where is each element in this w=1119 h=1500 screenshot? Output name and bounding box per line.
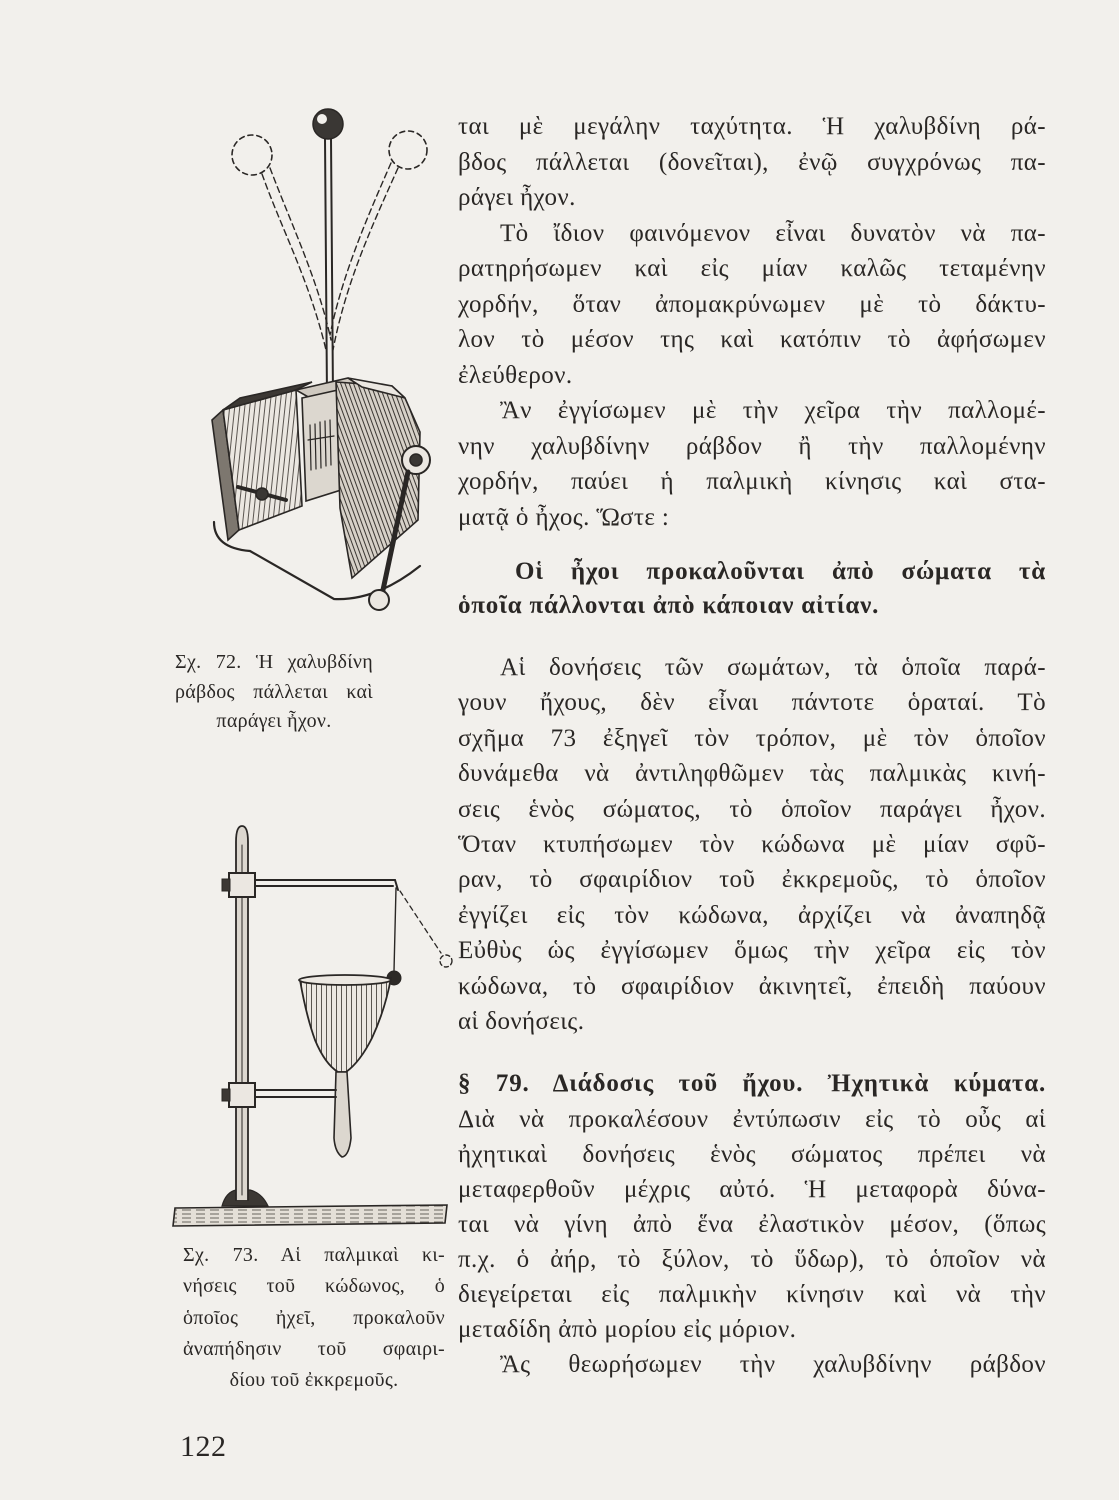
pendulum-string-displaced xyxy=(400,891,441,953)
text-line: σχῆμα 73 ἐξηγεῖ τὸν τρόπον, μὲ τὸν ὁποῖον xyxy=(458,724,1046,752)
text-line: διεγείρεται εἰς παλμικὴν κίνησιν καὶ νὰ τὴν xyxy=(458,1281,1046,1308)
text-line: Εὐθὺς ὡς ἐγγίσωμεν ὅμως τὴν χεῖρα εἰς τὸν xyxy=(458,937,1046,965)
vise-center-jaw xyxy=(302,390,341,501)
text-line: Ἂς θεωρήσωμεν τὴν χαλυβδίνην ράβδον xyxy=(500,1351,1046,1378)
text-line: χορδήν, παύει ἡ παλμικὴ κίνησις καὶ στα- xyxy=(458,468,1046,495)
caption-line: ἀναπήδησιν τοῦ σφαιρι- xyxy=(183,1337,445,1360)
vise xyxy=(212,378,430,610)
figure-73-caption xyxy=(183,1240,445,1396)
text-line: Ἂν ἐγγίσωμεν μὲ τὴν χεῖρα τὴν παλλομέ- xyxy=(500,397,1046,424)
pendulum-ball-displaced xyxy=(440,955,452,967)
text-line: δυνάμεθα νὰ ἀντιληφθῶμεν τὰς παλμικὰς κινή- xyxy=(458,760,1046,788)
text-line: σεις ἑνὸς σώματος, τὸ ὁποῖον παράγει ἦχον. xyxy=(458,795,1046,823)
lower-clamp xyxy=(222,1083,255,1107)
pendulum-string xyxy=(394,888,396,971)
text-line: Τὸ ἴδιον φαινόμενον εἶναι δυνατὸν νὰ πα- xyxy=(500,219,1046,247)
caption-line: Σχ. 73. Αἱ παλμικαὶ κι- xyxy=(183,1244,445,1266)
rule-line: ὁποῖα πάλλονται ἀπὸ κάποιαν αἰτίαν. xyxy=(458,592,880,619)
page-number: 122 xyxy=(180,1430,227,1463)
caption-line: νήσεις τοῦ κώδωνος, ὁ xyxy=(183,1275,445,1298)
caption-line: παράγει ἦχον. xyxy=(216,710,332,732)
text-line: λον τὸ μέσον της καὶ κατόπιν τὸ ἀφήσωμεν xyxy=(458,326,1046,353)
body-text-block-3 xyxy=(458,1102,1046,1382)
bell xyxy=(300,978,391,1072)
upper-clamp xyxy=(222,873,255,897)
section-heading: § 79. Διάδοσις τοῦ ἤχου. Ἠχητικὰ κύματα. xyxy=(458,1070,1046,1097)
text-line: ἐλεύθερον. xyxy=(458,361,573,389)
text-line: μεταφερθοῦν μέχρις αὐτό. Ἡ μεταφορὰ δύνα- xyxy=(458,1176,1046,1203)
figure-72-caption xyxy=(175,648,373,737)
text-line: ἠχητικαὶ δονήσεις ἑνὸς σώματος πρέπει νὰ xyxy=(458,1141,1046,1168)
caption-line: Σχ. 72. Ἡ χαλυβδίνη xyxy=(175,651,373,673)
vise-small-handle-knob xyxy=(256,488,268,500)
steel-rod xyxy=(325,138,333,398)
text-line: ται νὰ γίνη ἀπὸ ἕνα ἐλαστικὸν μέσον, (ὅπως xyxy=(458,1211,1046,1238)
text-line: Διὰ νὰ προκαλέσουν ἐντύπωσιν εἰς τὸ οὖς αἱ xyxy=(458,1106,1046,1133)
rod-left-position-ghost xyxy=(232,135,272,175)
text-line: ρατηρήσωμεν καὶ εἰς μίαν καλῶς τεταμένην xyxy=(458,255,1046,282)
body-text-block-2 xyxy=(458,650,1046,1039)
text-line: Ὅταν κτυπήσωμεν τὸν κώδωνα μὲ μίαν σφῦ- xyxy=(458,830,1046,858)
pendulum-arm xyxy=(255,880,398,890)
figure-73-bell-pendulum-illustration xyxy=(165,815,455,1235)
vise-screw-center xyxy=(410,454,422,466)
caption-line: ὁποῖος ἠχεῖ, προκαλοῦν xyxy=(183,1306,445,1329)
text-line: Αἱ δονήσεις τῶν σωμάτων, τὰ ὁποῖα παρά- xyxy=(500,654,1046,681)
stand-base-board xyxy=(173,1205,447,1226)
text-line: π.χ. ὁ ἀήρ, τὸ ξύλον, τὸ ὕδωρ), τὸ ὁποῖον νὰ xyxy=(458,1246,1046,1273)
text-line: γουν ἤχους, δὲν εἶναι πάντοτε ὁραταί. Τὸ xyxy=(458,689,1046,717)
text-line: αἱ δονήσεις. xyxy=(458,1007,585,1035)
caption-line: ράβδος πάλλεται καὶ xyxy=(175,680,373,703)
text-line: βδος πάλλεται (δονεῖται), ἐνῷ συγχρόνως πα- xyxy=(458,148,1046,176)
vise-handle-ball xyxy=(369,590,389,610)
text-line: ραν, τὸ σφαιρίδιον τοῦ ἐκκρεμοῦς, τὸ ὁποῖον xyxy=(458,866,1046,894)
text-line: ἐγγίζει εἰς τὸν κώδωνα, ἀρχίζει νὰ ἀναπηδᾷ xyxy=(458,901,1046,929)
text-line: ται μὲ μεγάλην ταχύτητα. Ἡ χαλυβδίνη ρά- xyxy=(458,113,1046,140)
text-line: κώδωνα, τὸ σφαιρίδιον ἀκινητεῖ, ἐπειδὴ παύουν xyxy=(458,972,1046,1000)
bell-stem xyxy=(334,1072,351,1157)
rod-swing-paths xyxy=(262,163,398,350)
body-text-block-1 xyxy=(458,109,1046,535)
rod-end-ball xyxy=(313,109,343,139)
bell-holder-arm xyxy=(255,1090,336,1097)
figure-72-vise-rod-illustration xyxy=(165,90,465,620)
text-line: μεταδίδη ἀπὸ μορίου εἰς μόριον. xyxy=(458,1316,797,1343)
rod-ball-highlight xyxy=(317,114,327,124)
text-line: χορδήν, ὅταν ἀπομακρύνωμεν μὲ τὸ δάκτυ- xyxy=(458,290,1046,318)
bold-rule-statement xyxy=(458,555,1046,623)
text-line: νην χαλυβδίνην ράβδον ἢ τὴν παλλομένην xyxy=(458,432,1046,460)
bell-rim xyxy=(299,975,391,985)
rule-line: Οἱ ἦχοι προκαλοῦνται ἀπὸ σώματα τὰ xyxy=(515,558,1046,585)
rod-right-position-ghost xyxy=(389,131,427,169)
text-line: ματᾷ ὁ ἦχος. Ὥστε : xyxy=(458,503,670,531)
caption-line: δίου τοῦ ἐκκρεμοῦς. xyxy=(229,1369,399,1392)
text-line: ράγει ἦχον. xyxy=(458,184,576,211)
